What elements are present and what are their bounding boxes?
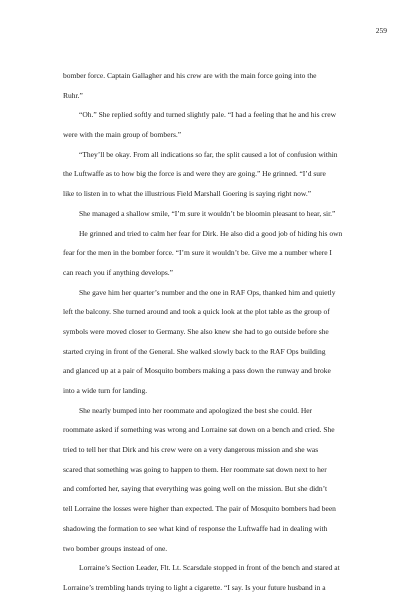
text-line: Lorraine’s Section Leader, Flt. Lt. Scarsdale stopped in front of the bench and stared at xyxy=(79,563,340,573)
text-line: fear for the men in the bomber force. “I’m sure it wouldn’t be. Give me a number where I xyxy=(63,248,332,258)
text-line: left the balcony. She turned around and took a quick look at the plot table as the group of xyxy=(63,307,330,317)
body-text xyxy=(63,66,363,598)
text-line: the Luftwaffe as to how big the force is and were they are going.” He grinned. “I’d sure xyxy=(63,169,326,179)
text-line: started crying in front of the General. She walked slowly back to the RAF Ops building xyxy=(63,346,326,356)
text-line: He grinned and tried to calm her fear for Dirk. He also did a good job of hiding his own xyxy=(79,228,343,238)
text-line: Ruhr.” xyxy=(63,90,83,100)
text-line: two bomber groups instead of one. xyxy=(63,543,168,553)
text-line: She gave him her quarter’s number and the one in RAF Ops, thanked him and quietly xyxy=(79,287,336,297)
text-line: can reach you if anything develops.” xyxy=(63,267,173,277)
text-line: tell Lorraine the losses were higher than expected. The pair of Mosquito bombers had been xyxy=(63,504,336,514)
text-line: tried to tell her that Dirk and his crew were on a very dangerous mission and she was xyxy=(63,445,319,455)
text-line: roommate asked if something was wrong and Lorraine sat down on a bench and cried. She xyxy=(63,425,335,435)
text-line: shadowing the formation to see what kind of response the Luftwaffe had in dealing with xyxy=(63,523,328,533)
page-number: 259 xyxy=(375,26,387,35)
text-line: into a wide turn for landing. xyxy=(63,386,148,395)
text-line: and glanced up at a pair of Mosquito bombers making a pass down the runway and broke xyxy=(63,366,331,376)
text-line: Lorraine’s trembling hands trying to light a cigarette. “I say. Is your future husband in a xyxy=(63,582,326,592)
text-line: “They’ll be okay. From all indications so far, the split caused a lot of confusion within xyxy=(79,149,338,159)
text-line: like to listen in to what the illustrious Field Marshall Goering is saying right now.” xyxy=(63,189,312,199)
text-line: and comforted her, saying that everything was going well on the mission. But she didn’t xyxy=(63,484,328,494)
text-line: She managed a shallow smile, “I’m sure it wouldn’t be bloomin pleasant to hear, sir.” xyxy=(79,208,336,218)
text-line: “Oh.” She replied softly and turned slightly pale. “I had a feeling that he and his crew xyxy=(79,110,336,120)
text-line: scared that something was going to happen to them. Her roommate sat down next to her xyxy=(63,464,327,474)
text-line: She nearly bumped into her roommate and apologized the best she could. Her xyxy=(79,405,313,415)
text-line: symbols were moved closer to Germany. She also knew she had to go outside before she xyxy=(63,326,329,336)
text-line: were with the main group of bombers.” xyxy=(63,130,182,140)
text-line: bomber force. Captain Gallagher and his crew are with the main force going into the xyxy=(63,71,317,80)
